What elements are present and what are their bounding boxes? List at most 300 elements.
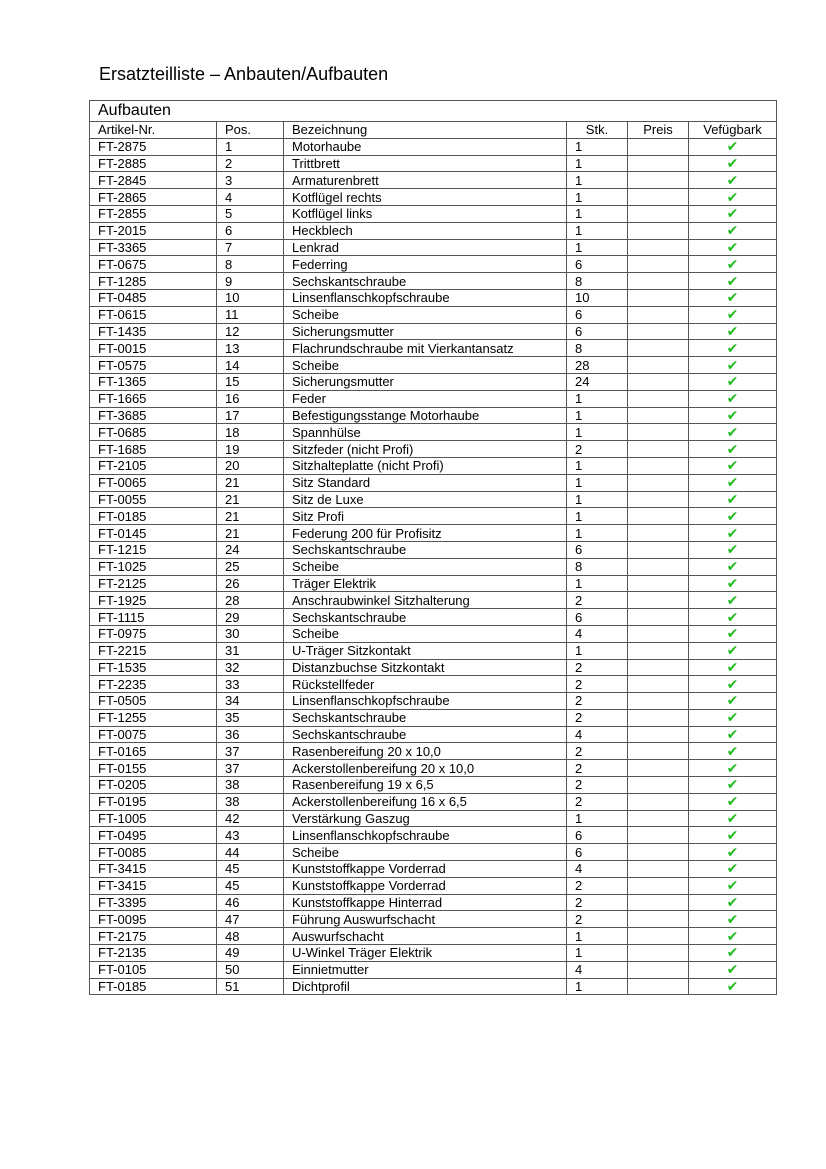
cell-quantity: 28: [567, 357, 628, 374]
cell-description: Sechskantschraube: [284, 709, 567, 726]
cell-description: Befestigungsstange Motorhaube: [284, 407, 567, 424]
cell-position: 37: [217, 743, 284, 760]
cell-availability: [689, 625, 777, 642]
checkmark-icon: ✔: [726, 910, 739, 927]
cell-availability: [689, 894, 777, 911]
cell-position: 51: [217, 978, 284, 995]
cell-article-number: FT-0165: [90, 743, 217, 760]
cell-position: 28: [217, 592, 284, 609]
table-row: [90, 256, 777, 273]
column-header-row: [90, 122, 777, 139]
cell-quantity: 1: [567, 491, 628, 508]
cell-quantity: 1: [567, 172, 628, 189]
cell-description: Flachrundschraube mit Vierkantansatz: [284, 340, 567, 357]
checkmark-icon: ✔: [726, 591, 739, 608]
cell-article-number: FT-0495: [90, 827, 217, 844]
document-title: Ersatzteilliste – Anbauten/Aufbauten: [99, 64, 389, 84]
cell-description: Rückstellfeder: [284, 676, 567, 693]
cell-description: Scheibe: [284, 558, 567, 575]
cell-price: [628, 541, 689, 558]
cell-position: 34: [217, 693, 284, 710]
cell-quantity: 2: [567, 760, 628, 777]
cell-price: [628, 928, 689, 945]
cell-price: [628, 777, 689, 794]
cell-quantity: 1: [567, 642, 628, 659]
cell-price: [628, 961, 689, 978]
cell-quantity: 1: [567, 474, 628, 491]
cell-article-number: FT-0575: [90, 357, 217, 374]
checkmark-icon: ✔: [726, 659, 739, 675]
cell-price: [628, 592, 689, 609]
cell-price: [628, 441, 689, 458]
checkmark-icon: ✔: [726, 843, 739, 860]
checkmark-icon: ✔: [726, 171, 739, 188]
cell-position: 50: [217, 961, 284, 978]
cell-description: Kunststoffkappe Hinterrad: [284, 894, 567, 911]
cell-article-number: FT-1665: [90, 390, 217, 407]
table-row: [90, 273, 777, 290]
cell-description: Ackerstollenbereifung 16 x 6,5: [284, 793, 567, 810]
cell-price: [628, 357, 689, 374]
checkmark-icon: ✔: [726, 894, 739, 911]
cell-article-number: FT-0975: [90, 625, 217, 642]
cell-quantity: 2: [567, 894, 628, 911]
checkmark-icon: ✔: [726, 491, 739, 507]
cell-position: 5: [217, 205, 284, 222]
table-row: [90, 222, 777, 239]
cell-availability: [689, 945, 777, 962]
table-row: [90, 357, 777, 374]
checkmark-icon: ✔: [726, 793, 739, 810]
cell-description: Rasenbereifung 19 x 6,5: [284, 777, 567, 794]
cell-quantity: 6: [567, 609, 628, 626]
checkmark-icon: ✔: [726, 407, 739, 423]
cell-description: Auswurfschacht: [284, 928, 567, 945]
cell-description: Distanzbuchse Sitzkontakt: [284, 659, 567, 676]
cell-description: Federung 200 für Profisitz: [284, 525, 567, 542]
cell-quantity: 1: [567, 978, 628, 995]
cell-position: 3: [217, 172, 284, 189]
cell-price: [628, 693, 689, 710]
cell-availability: [689, 205, 777, 222]
table-row: [90, 289, 777, 306]
cell-position: 42: [217, 810, 284, 827]
table-row: [90, 676, 777, 693]
checkmark-icon: ✔: [726, 339, 739, 356]
cell-position: 49: [217, 945, 284, 962]
cell-availability: [689, 676, 777, 693]
cell-price: [628, 205, 689, 222]
cell-article-number: FT-3415: [90, 877, 217, 894]
cell-quantity: 8: [567, 273, 628, 290]
cell-position: 29: [217, 609, 284, 626]
table-row: [90, 138, 777, 155]
cell-availability: [689, 827, 777, 844]
cell-description: Sechskantschraube: [284, 609, 567, 626]
cell-price: [628, 239, 689, 256]
cell-price: [628, 373, 689, 390]
cell-availability: [689, 928, 777, 945]
cell-price: [628, 743, 689, 760]
cell-description: Kunststoffkappe Vorderrad: [284, 877, 567, 894]
checkmark-icon: ✔: [726, 625, 739, 642]
cell-position: 26: [217, 575, 284, 592]
cell-availability: [689, 373, 777, 390]
cell-availability: [689, 357, 777, 374]
cell-position: 30: [217, 625, 284, 642]
checkmark-icon: ✔: [726, 675, 739, 692]
cell-price: [628, 323, 689, 340]
cell-availability: [689, 474, 777, 491]
cell-description: U-Träger Sitzkontakt: [284, 642, 567, 659]
cell-article-number: FT-3395: [90, 894, 217, 911]
cell-description: Feder: [284, 390, 567, 407]
cell-quantity: 2: [567, 793, 628, 810]
table-row: [90, 491, 777, 508]
checkmark-icon: ✔: [726, 188, 739, 205]
cell-quantity: 2: [567, 441, 628, 458]
cell-price: [628, 676, 689, 693]
cell-quantity: 1: [567, 928, 628, 945]
checkmark-icon: ✔: [726, 726, 739, 743]
checkmark-icon: ✔: [726, 323, 739, 339]
cell-availability: [689, 961, 777, 978]
cell-availability: [689, 323, 777, 340]
cell-quantity: 1: [567, 525, 628, 542]
table-row: [90, 743, 777, 760]
cell-description: Rasenbereifung 20 x 10,0: [284, 743, 567, 760]
cell-article-number: FT-2885: [90, 155, 217, 172]
cell-article-number: FT-0205: [90, 777, 217, 794]
checkmark-icon: ✔: [726, 524, 739, 541]
cell-quantity: 1: [567, 189, 628, 206]
cell-availability: [689, 239, 777, 256]
cell-price: [628, 558, 689, 575]
cell-article-number: FT-0015: [90, 340, 217, 357]
column-header-description: Bezeichnung: [284, 122, 567, 139]
cell-price: [628, 424, 689, 441]
cell-position: 43: [217, 827, 284, 844]
table-row: [90, 928, 777, 945]
table-row: [90, 760, 777, 777]
cell-price: [628, 625, 689, 642]
parts-table-body: [90, 138, 777, 995]
table-row: [90, 625, 777, 642]
cell-description: Kunststoffkappe Vorderrad: [284, 861, 567, 878]
table-row: [90, 155, 777, 172]
table-row: [90, 441, 777, 458]
cell-price: [628, 575, 689, 592]
cell-price: [628, 289, 689, 306]
cell-article-number: FT-0195: [90, 793, 217, 810]
cell-quantity: 8: [567, 558, 628, 575]
cell-description: Träger Elektrik: [284, 575, 567, 592]
cell-article-number: FT-1255: [90, 709, 217, 726]
table-row: [90, 777, 777, 794]
table-row: [90, 340, 777, 357]
cell-article-number: FT-1215: [90, 541, 217, 558]
cell-price: [628, 945, 689, 962]
cell-article-number: FT-0055: [90, 491, 217, 508]
cell-article-number: FT-2125: [90, 575, 217, 592]
cell-position: 32: [217, 659, 284, 676]
cell-quantity: 2: [567, 877, 628, 894]
cell-quantity: 10: [567, 289, 628, 306]
cell-availability: [689, 508, 777, 525]
cell-position: 44: [217, 844, 284, 861]
cell-description: U-Winkel Träger Elektrik: [284, 945, 567, 962]
cell-availability: [689, 609, 777, 626]
cell-description: Heckblech: [284, 222, 567, 239]
table-row: [90, 205, 777, 222]
checkmark-icon: ✔: [726, 272, 739, 289]
cell-article-number: FT-2105: [90, 457, 217, 474]
cell-availability: [689, 289, 777, 306]
cell-price: [628, 911, 689, 928]
cell-availability: [689, 793, 777, 810]
cell-price: [628, 273, 689, 290]
table-row: [90, 541, 777, 558]
parts-table: [89, 100, 777, 995]
cell-position: 15: [217, 373, 284, 390]
table-row: [90, 558, 777, 575]
checkmark-icon: ✔: [726, 709, 739, 726]
cell-position: 17: [217, 407, 284, 424]
cell-article-number: FT-2215: [90, 642, 217, 659]
cell-price: [628, 726, 689, 743]
cell-article-number: FT-0185: [90, 508, 217, 525]
checkmark-icon: ✔: [726, 423, 739, 440]
table-row: [90, 424, 777, 441]
cell-price: [628, 642, 689, 659]
table-row: [90, 844, 777, 861]
cell-availability: [689, 306, 777, 323]
cell-quantity: 1: [567, 222, 628, 239]
cell-description: Sicherungsmutter: [284, 323, 567, 340]
cell-position: 38: [217, 777, 284, 794]
cell-quantity: 2: [567, 592, 628, 609]
checkmark-icon: ✔: [726, 978, 739, 995]
table-row: [90, 390, 777, 407]
cell-description: Kotflügel rechts: [284, 189, 567, 206]
table-row: [90, 407, 777, 424]
column-header-article-number: Artikel-Nr.: [90, 122, 217, 139]
checkmark-icon: ✔: [726, 356, 739, 373]
cell-position: 4: [217, 189, 284, 206]
checkmark-icon: ✔: [726, 306, 739, 323]
cell-price: [628, 457, 689, 474]
checkmark-icon: ✔: [726, 155, 739, 171]
cell-availability: [689, 541, 777, 558]
checkmark-icon: ✔: [726, 138, 739, 155]
cell-price: [628, 609, 689, 626]
table-row: [90, 911, 777, 928]
cell-description: Sicherungsmutter: [284, 373, 567, 390]
cell-description: Einnietmutter: [284, 961, 567, 978]
checkmark-icon: ✔: [726, 239, 739, 255]
table-row: [90, 592, 777, 609]
cell-position: 37: [217, 760, 284, 777]
cell-position: 46: [217, 894, 284, 911]
cell-article-number: FT-2015: [90, 222, 217, 239]
checkmark-icon: ✔: [726, 877, 739, 894]
cell-article-number: FT-0155: [90, 760, 217, 777]
checkmark-icon: ✔: [726, 558, 739, 575]
table-row: [90, 861, 777, 878]
cell-price: [628, 256, 689, 273]
table-row: [90, 508, 777, 525]
cell-article-number: FT-0685: [90, 424, 217, 441]
table-row: [90, 793, 777, 810]
cell-position: 45: [217, 861, 284, 878]
table-row: [90, 306, 777, 323]
table-row: [90, 239, 777, 256]
cell-description: Dichtprofil: [284, 978, 567, 995]
cell-price: [628, 827, 689, 844]
cell-position: 7: [217, 239, 284, 256]
column-header-price: Preis: [628, 122, 689, 139]
cell-description: Motorhaube: [284, 138, 567, 155]
cell-position: 10: [217, 289, 284, 306]
cell-position: 12: [217, 323, 284, 340]
table-row: [90, 575, 777, 592]
cell-description: Trittbrett: [284, 155, 567, 172]
cell-availability: [689, 457, 777, 474]
cell-availability: [689, 760, 777, 777]
cell-quantity: 6: [567, 256, 628, 273]
cell-availability: [689, 525, 777, 542]
cell-availability: [689, 844, 777, 861]
cell-description: Sechskantschraube: [284, 726, 567, 743]
cell-position: 8: [217, 256, 284, 273]
cell-availability: [689, 273, 777, 290]
cell-article-number: FT-0085: [90, 844, 217, 861]
cell-price: [628, 810, 689, 827]
table-row: [90, 525, 777, 542]
cell-description: Scheibe: [284, 306, 567, 323]
cell-position: 19: [217, 441, 284, 458]
cell-position: 47: [217, 911, 284, 928]
checkmark-icon: ✔: [726, 608, 739, 625]
cell-quantity: 8: [567, 340, 628, 357]
cell-description: Kotflügel links: [284, 205, 567, 222]
cell-availability: [689, 709, 777, 726]
cell-price: [628, 659, 689, 676]
table-row: [90, 945, 777, 962]
cell-quantity: 4: [567, 861, 628, 878]
cell-availability: [689, 693, 777, 710]
cell-description: Scheibe: [284, 357, 567, 374]
cell-quantity: 6: [567, 306, 628, 323]
cell-availability: [689, 777, 777, 794]
checkmark-icon: ✔: [726, 457, 739, 474]
checkmark-icon: ✔: [726, 255, 739, 272]
cell-price: [628, 491, 689, 508]
cell-availability: [689, 911, 777, 928]
cell-availability: [689, 558, 777, 575]
cell-article-number: FT-1435: [90, 323, 217, 340]
cell-quantity: 2: [567, 709, 628, 726]
cell-article-number: FT-1535: [90, 659, 217, 676]
checkmark-icon: ✔: [726, 692, 739, 709]
cell-price: [628, 340, 689, 357]
cell-quantity: 2: [567, 777, 628, 794]
cell-position: 21: [217, 508, 284, 525]
cell-quantity: 2: [567, 693, 628, 710]
cell-quantity: 2: [567, 676, 628, 693]
cell-availability: [689, 189, 777, 206]
cell-article-number: FT-2845: [90, 172, 217, 189]
cell-article-number: FT-0065: [90, 474, 217, 491]
cell-price: [628, 155, 689, 172]
checkmark-icon: ✔: [726, 289, 739, 306]
cell-position: 16: [217, 390, 284, 407]
cell-availability: [689, 743, 777, 760]
checkmark-icon: ✔: [726, 575, 739, 591]
table-row: [90, 457, 777, 474]
cell-position: 48: [217, 928, 284, 945]
cell-article-number: FT-0105: [90, 961, 217, 978]
cell-availability: [689, 491, 777, 508]
cell-quantity: 1: [567, 457, 628, 474]
cell-description: Armaturenbrett: [284, 172, 567, 189]
checkmark-icon: ✔: [726, 507, 739, 524]
cell-availability: [689, 877, 777, 894]
cell-availability: [689, 138, 777, 155]
checkmark-icon: ✔: [726, 810, 739, 827]
cell-availability: [689, 642, 777, 659]
cell-quantity: 1: [567, 424, 628, 441]
cell-article-number: FT-0505: [90, 693, 217, 710]
cell-article-number: FT-2235: [90, 676, 217, 693]
cell-position: 31: [217, 642, 284, 659]
cell-availability: [689, 424, 777, 441]
cell-price: [628, 894, 689, 911]
cell-position: 13: [217, 340, 284, 357]
cell-quantity: 6: [567, 541, 628, 558]
cell-description: Linsenflanschkopfschraube: [284, 289, 567, 306]
table-row: [90, 373, 777, 390]
cell-position: 1: [217, 138, 284, 155]
cell-price: [628, 407, 689, 424]
cell-position: 25: [217, 558, 284, 575]
column-header-position: Pos.: [217, 122, 284, 139]
cell-price: [628, 525, 689, 542]
cell-position: 45: [217, 877, 284, 894]
cell-description: Linsenflanschkopfschraube: [284, 693, 567, 710]
cell-quantity: 6: [567, 827, 628, 844]
cell-description: Sitz Profi: [284, 508, 567, 525]
cell-quantity: 6: [567, 844, 628, 861]
cell-description: Verstärkung Gaszug: [284, 810, 567, 827]
cell-availability: [689, 256, 777, 273]
cell-article-number: FT-3685: [90, 407, 217, 424]
cell-price: [628, 306, 689, 323]
column-header-quantity: Stk.: [567, 122, 628, 139]
checkmark-icon: ✔: [726, 205, 739, 222]
cell-availability: [689, 861, 777, 878]
checkmark-icon: ✔: [726, 860, 739, 877]
cell-availability: [689, 407, 777, 424]
checkmark-icon: ✔: [726, 961, 739, 978]
cell-price: [628, 189, 689, 206]
cell-price: [628, 978, 689, 995]
checkmark-icon: ✔: [726, 742, 739, 759]
checkmark-icon: ✔: [726, 373, 739, 390]
cell-description: Sechskantschraube: [284, 273, 567, 290]
table-row: [90, 726, 777, 743]
cell-quantity: 2: [567, 911, 628, 928]
